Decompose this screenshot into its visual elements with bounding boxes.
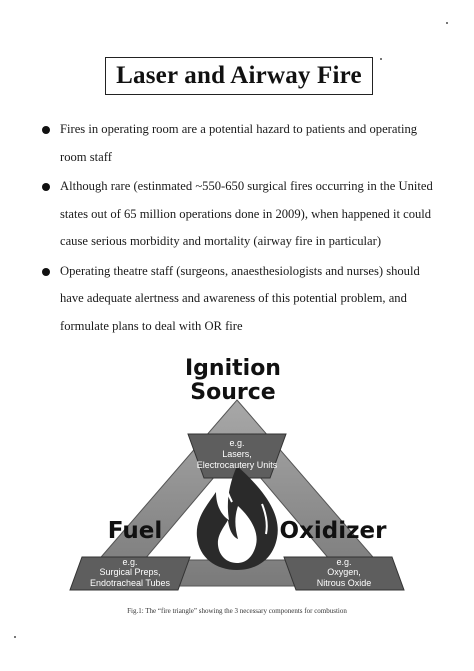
- bullet-list: [40, 116, 440, 342]
- ignition-heading-1: Ignition: [185, 356, 281, 381]
- bullet-line: formulate plans to deal with OR fire: [60, 318, 243, 333]
- fire-triangle-figure: [0, 338, 474, 608]
- fire-triangle-diagram: [0, 338, 474, 608]
- ignition-line-1: Lasers,: [222, 449, 252, 459]
- bullet-line: cause serious morbidity and mortality (airway fire in particular): [60, 234, 382, 248]
- oxidizer-heading: Oxidizer: [279, 518, 387, 544]
- ignition-line-2: Electrocautery Units: [196, 460, 278, 470]
- oxidizer-line-2: Nitrous Oxide: [316, 578, 372, 588]
- fuel-line-1: Surgical Preps,: [99, 567, 161, 577]
- fuel-eg: e.g.: [122, 557, 138, 567]
- scan-speck: [14, 636, 16, 638]
- scan-speck: [380, 58, 382, 60]
- bullet-dot-icon: [42, 183, 50, 191]
- figure-caption: Fig.1: The “fire triangle” showing the 3 necessary components for combustion: [127, 607, 347, 615]
- bullet-line: have adequate alertness and awareness of this potential problem, and: [60, 291, 407, 305]
- bullet-line: Although rare (estinmated ~550-650 surgical fires occurring in the United: [60, 179, 433, 193]
- fuel-heading: Fuel: [107, 518, 163, 544]
- bullet-item: [40, 173, 440, 256]
- oxidizer-line-1: Oxygen,: [327, 567, 361, 577]
- bullet-item: [40, 258, 440, 341]
- scan-speck: [446, 22, 448, 24]
- bullet-item: [40, 116, 440, 171]
- bullet-line: Operating theatre staff (surgeons, anaesthesiologists and nurses) should: [60, 263, 420, 278]
- oxidizer-eg: e.g.: [336, 557, 352, 567]
- bullet-dot-icon: [42, 268, 50, 276]
- page-title: Laser and Airway Fire: [116, 62, 362, 89]
- ignition-heading-2: Source: [190, 380, 276, 405]
- bullet-line: Fires in operating room are a potential hazard to patients and operating: [60, 122, 418, 136]
- fuel-line-2: Endotracheal Tubes: [89, 578, 171, 588]
- page-title-box: [105, 57, 373, 95]
- ignition-eg: e.g.: [229, 438, 245, 448]
- bullet-line: states out of 65 million operations done in 2009), when happened it could: [60, 206, 432, 221]
- bullet-dot-icon: [42, 126, 50, 134]
- bullet-line: room staff: [60, 149, 112, 164]
